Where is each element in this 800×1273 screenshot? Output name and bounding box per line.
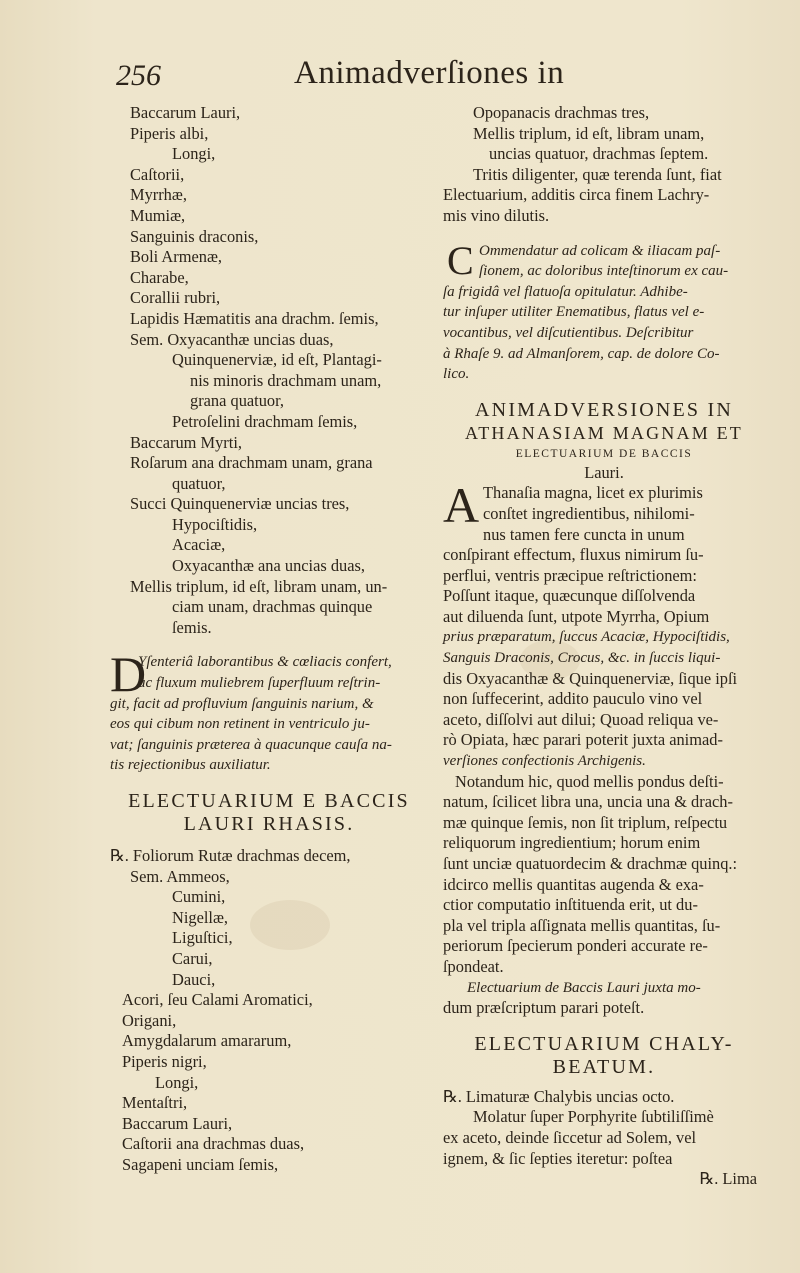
text-line: ignem, & ſic ſepties iteretur: poſtea [443, 1148, 673, 1168]
text-line: aut diluenda ſunt, utpote Myrrha, Opium [443, 606, 710, 626]
note-line: vocantibus, vel diſcutientibus. Deſcribitur [443, 324, 694, 341]
catchword: ℞. Lima [699, 1169, 757, 1189]
recipe-line: ℞. Foliorum Rutæ drachmas decem, [110, 846, 351, 865]
text-line: Tritis diligenter, quæ terenda ſunt, fiat [473, 164, 722, 184]
left-column [110, 103, 428, 1176]
page-header [90, 55, 750, 95]
recipe-line: Succi Quinquenerviæ uncias tres, [130, 494, 350, 514]
recipe-line: Sanguinis draconis, [130, 226, 259, 246]
recipe-line: ſemis. [172, 617, 212, 637]
recipe-line: Myrrhæ, [130, 185, 187, 205]
text-line: ſpondeat. [443, 956, 504, 976]
body-paragraph [443, 477, 765, 771]
recipe-line: Sagapeni unciam ſemis, [122, 1154, 279, 1174]
recipe-line: Piperis albi, [130, 123, 209, 143]
recipe-line: Baccarum Myrti, [130, 432, 242, 452]
recipe-line: quatuor, [172, 473, 226, 493]
text-line: Electuarium, additis circa finem Lachry- [443, 185, 710, 205]
recipe-line: Mellis triplum, id eſt, libram unam, un- [130, 576, 388, 596]
text-line: Notandum hic, quod mellis pondus deſti- [455, 771, 724, 791]
section-subheading: ELECTUARIUM DE BACCIS [515, 447, 693, 460]
note-line: eos qui cibum non retinent in ventriculo ju- [110, 716, 370, 733]
text-line: Electuarium de Baccis Lauri juxta mo- [467, 979, 701, 996]
text-line: natum, ſcilicet libra una, uncia una & drach- [443, 792, 733, 812]
recipe-line: Mentaſtri, [122, 1093, 188, 1113]
drop-cap: D [110, 646, 147, 703]
section-heading: ANIMADVERSIONES IN [475, 398, 733, 421]
note-line: lico. [443, 366, 470, 383]
recipe-line: Acori, ſeu Calami Aromatici, [122, 990, 313, 1010]
drop-cap: C [447, 237, 474, 283]
recipe-line: Longi, [155, 1072, 199, 1092]
text-line: Molatur ſuper Porphyrite ſubtiliſſimè [473, 1107, 714, 1127]
note-line: à Rhaſe 9. ad Almanſorem, cap. de dolore Co- [443, 345, 720, 362]
text-line: ex aceto, deinde ſiccetur ad Solem, vel [443, 1127, 697, 1147]
recipe-line: Baccarum Lauri, [122, 1113, 233, 1133]
note-line: tur inſuper utiliter Enematibus, flatus vel e- [443, 304, 705, 321]
note-paragraph [110, 646, 428, 776]
page-number: 256 [116, 59, 161, 92]
text-line: Sanguis Draconis, Crocus, &c. in ſuccis liqui- [443, 650, 721, 667]
text-line: nus tamen fere cuncta in unum [483, 524, 685, 544]
text-line: aceto, diſſolvi aut dilui; Quoad reliqua ve- [443, 709, 719, 729]
recipe-line: uncias quatuor, drachmas ſeptem. [489, 144, 709, 164]
section-heading: ELECTUARIUM CHALY- [474, 1032, 734, 1055]
recipe-line: Carui, [172, 948, 213, 968]
note-line: ſa frigidâ vel flatuoſa opitulatur. Adhibe- [443, 283, 688, 300]
recipe-line: Quinquenerviæ, id eſt, Plantagi- [172, 350, 382, 370]
recipe-line: Boli Armenæ, [130, 247, 222, 267]
recipe-line: Corallii rubri, [130, 288, 221, 308]
text-line: conſtet ingredientibus, nihilomi- [483, 503, 695, 523]
recipe-line: Lapidis Hæmatitis ana drachm. ſemis, [130, 308, 379, 328]
recipe-line: Liguſtici, [172, 928, 233, 948]
recipe-line: Nigellæ, [172, 907, 228, 927]
recipe-line: ℞. Limaturæ Chalybis uncias octo. [443, 1086, 675, 1106]
recipe-line: Dauci, [172, 969, 216, 989]
text-line: dis Oxyacanthæ & Quinquenerviæ, ſique ipſi [443, 668, 738, 688]
recipe-line: Longi, [172, 144, 216, 164]
section-heading: ELECTUARIUM E BACCIS [128, 790, 410, 812]
text-line: dum præſcriptum parari poteſt. [443, 998, 645, 1018]
text-line: Poſſunt itaque, quæcunque diſſolvenda [443, 586, 696, 606]
note-line: git, facit ad profluvium ſanguinis narium, & [110, 695, 374, 712]
recipe-line: Caſtorii ana drachmas duas, [122, 1134, 305, 1154]
text-line: pla vel tripla aſſignata mellis quantitas, ſu- [443, 915, 721, 935]
recipe-line: Roſarum ana drachmam unam, grana [130, 453, 373, 473]
recipe-line: Opopanacis drachmas tres, [473, 103, 650, 122]
text-line: periorum ſpecierum ponderi accurate re- [443, 936, 708, 956]
recipe-line: Charabe, [130, 267, 189, 287]
section-heading: LAURI RHASIS. [183, 813, 355, 835]
text-line: idcirco mellis quantitas augenda & exa- [443, 874, 704, 894]
note-paragraph [443, 237, 765, 385]
recipe-line: Sem. Oxyacanthæ uncias duas, [130, 329, 334, 349]
recipe-line: Baccarum Lauri, [130, 103, 241, 122]
text-line: Thanaſia magna, licet ex plurimis [483, 483, 703, 503]
recipe-line: Amygdalarum amararum, [122, 1031, 292, 1051]
recipe-line: Petroſelini drachmam ſemis, [172, 411, 358, 431]
note-line: vat; ſanguinis præterea à quacunque cauſa na- [110, 736, 392, 753]
section-heading: BEATUM. [552, 1055, 656, 1078]
right-column [443, 103, 765, 1190]
note-line: ſionem, ac doloribus inteſtinorum ex cau- [479, 263, 729, 280]
text-line: prius præparatum, ſuccus Acaciæ, Hypociſtidis, [443, 629, 730, 646]
text-line: reliquorum ingredientium; horum enim [443, 833, 701, 853]
running-title: Animadverſiones in [294, 55, 565, 91]
recipe-line: Cumini, [172, 887, 226, 907]
text-line: non ſuffecerint, addito pauculo vino vel [443, 689, 703, 709]
recipe-line: nis minoris drachmam unam, [190, 370, 382, 390]
recipe-line: Caſtorii, [130, 164, 185, 184]
text-line: ctior computatio inſtituenda erit, ut du- [443, 895, 698, 915]
recipe-line: Sem. Ammeos, [130, 866, 230, 886]
recipe-line: Oxyacanthæ ana uncias duas, [172, 556, 365, 576]
text-line: verſiones confectionis Archigenis. [443, 753, 646, 770]
note-line: tis rejectionibus auxiliatur. [110, 757, 271, 774]
text-line: perflui, ventris præcipue reſtrictionem: [443, 565, 697, 585]
recipe-line: Acaciæ, [172, 535, 226, 555]
note-line: Ommendatur ad colicam & iliacam paſ- [479, 242, 721, 259]
section-subheading: Lauri. [584, 462, 624, 482]
recipe-line: grana quatuor, [190, 391, 285, 411]
recipe-line: Piperis nigri, [122, 1051, 207, 1071]
section-heading: ATHANASIAM MAGNAM ET [465, 422, 743, 443]
drop-cap: A [443, 477, 480, 534]
recipe-line: Hypociſtidis, [172, 514, 258, 534]
text-line: ſunt unciæ quatuordecim & drachmæ quinq.: [443, 854, 738, 873]
recipe-line: ciam unam, drachmas quinque [172, 597, 373, 617]
recipe-line: Origani, [122, 1010, 177, 1030]
note-line: ac fluxum muliebrem ſuperfluum reſtrin- [138, 675, 381, 692]
recipe-line: Mellis triplum, id eſt, libram unam, [473, 123, 705, 143]
text-line: mis vino dilutis. [443, 205, 550, 225]
text-line: rò Opiata, hæc parari poterit juxta animad- [443, 730, 723, 750]
text-line: conſpirant effectum, fluxus nimirum ſu- [443, 545, 704, 565]
recipe-line: Mumiæ, [130, 205, 186, 225]
text-line: mæ quinque ſemis, non ſit triplum, reſpectu [443, 812, 728, 832]
note-line: Yſenteriâ laborantibus & cœliacis confert, [138, 654, 392, 671]
